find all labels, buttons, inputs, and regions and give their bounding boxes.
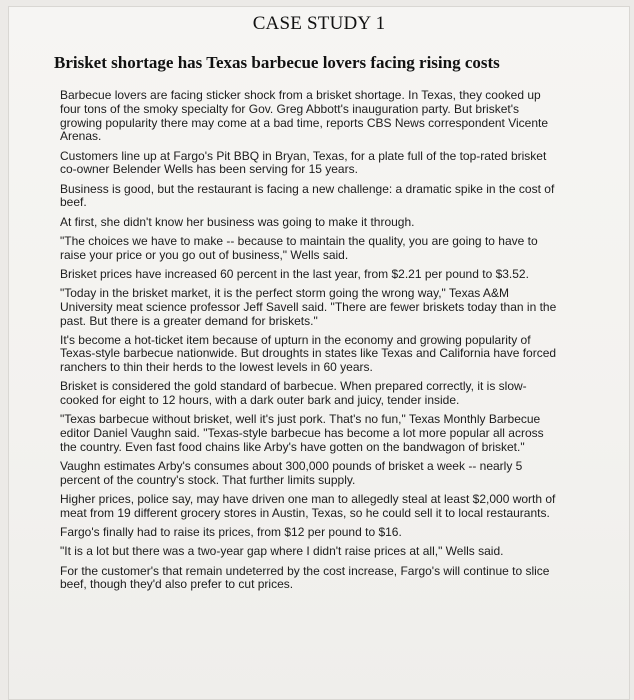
- article-paragraph: Customers line up at Fargo's Pit BBQ in Bryan, Texas, for a plate full of the top-rated brisket co-owner Belender Wells has been serving for 15 years.: [60, 148, 547, 177]
- article-paragraph: It's become a hot-ticket item because of upturn in the economy and growing popularity of Texas-style barbecue nationwide. But droughts in states like Texas and California have forced ranchers to thin their herds to the lowest levels in 60 years.: [60, 332, 557, 375]
- article-headline: Brisket shortage has Texas barbecue lovers facing rising costs: [54, 53, 500, 72]
- article-body: [60, 89, 560, 598]
- article-paragraph: Brisket prices have increased 60 percent in the last year, from $2.21 per pound to $3.52.: [60, 266, 529, 281]
- article-paragraph: For the customer's that remain undeterred by the cost increase, Fargo's will continue to slice beef, though they'd also prefer to cut prices.: [60, 563, 550, 592]
- article-paragraph: "The choices we have to make -- because to maintain the quality, you are going to have to raise your price or you go out of business," Wells said.: [60, 233, 538, 262]
- article-paragraph: Fargo's finally had to raise its prices, from $12 per pound to $16.: [60, 525, 402, 540]
- article-paragraph: "It is a lot but there was a two-year gap where I didn't raise prices at all," Wells said.: [60, 544, 504, 559]
- article-paragraph: Barbecue lovers are facing sticker shock from a brisket shortage. In Texas, they cooked up four tons of the smoky specialty for Gov. Greg Abbott's inauguration party. But brisket's growing popularity there may come at a bad time, reports CBS News correspondent Vicente Arenas.: [60, 88, 549, 144]
- article-paragraph: "Today in the brisket market, it is the perfect storm going the wrong way," Texas A&M University meat science professor Jeff Savell said. "There are fewer briskets today than in the past. But there is a greater demand for briskets.": [60, 285, 557, 328]
- document-page: [8, 6, 630, 700]
- article-paragraph: At first, she didn't know her business was going to make it through.: [60, 214, 415, 229]
- article-paragraph: Vaughn estimates Arby's consumes about 300,000 pounds of brisket a week -- nearly 5 percent of the country's stock. That further limits supply.: [60, 459, 523, 488]
- article-paragraph: Business is good, but the restaurant is facing a new challenge: a dramatic spike in the cost of beef.: [60, 181, 555, 210]
- article-paragraph: Higher prices, police say, may have driven one man to allegedly steal at least $2,000 worth of meat from 19 different grocery stores in Austin, Texas, so he could sell it to local restaurants.: [60, 492, 556, 521]
- article-paragraph: "Texas barbecue without brisket, well it's just pork. That's no fun," Texas Monthly Barbecue editor Daniel Vaughn said. "Texas-style barbecue has become a lot more popular all across the country. Even fast food chains like Arby's have gotten on the bandwagon of brisket.": [60, 412, 544, 455]
- case-study-title: CASE STUDY 1: [252, 13, 386, 34]
- article-paragraph: Brisket is considered the gold standard of barbecue. When prepared correctly, it is slow-cooked for eight to 12 hours, with a dark outer bark and juicy, tender inside.: [60, 379, 527, 408]
